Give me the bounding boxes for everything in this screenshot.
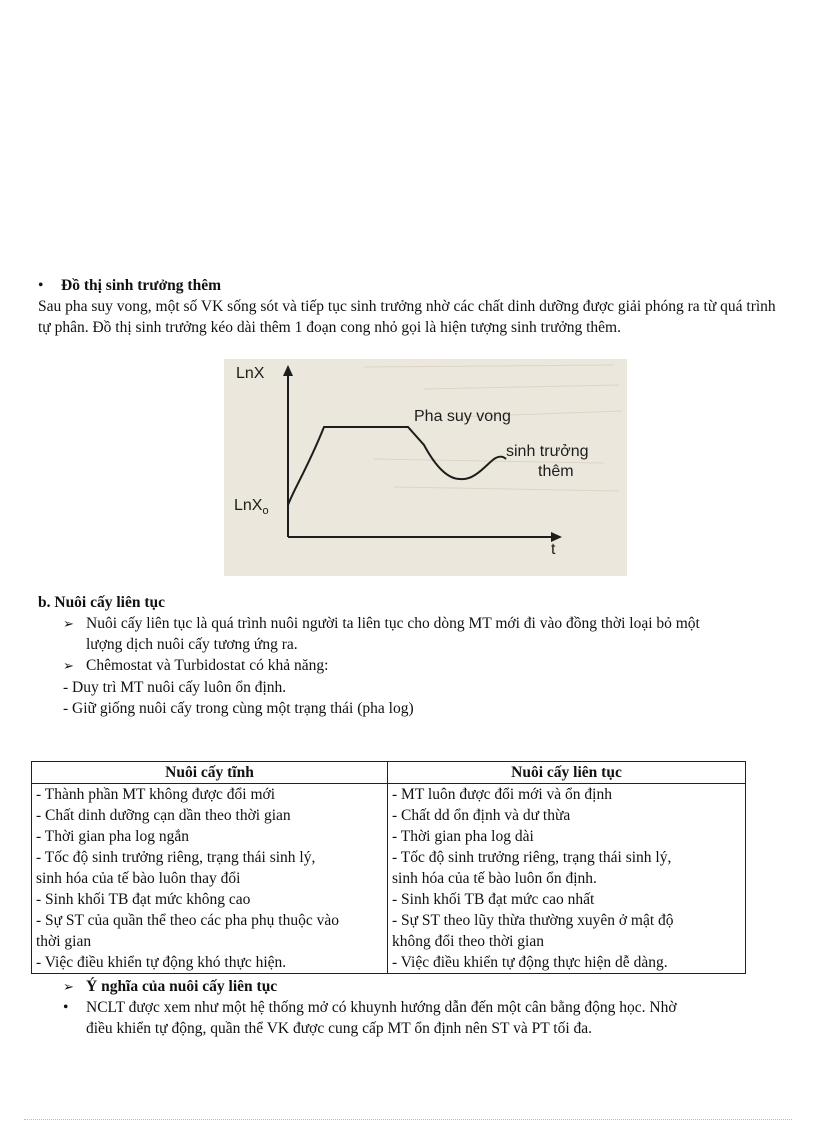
table-cell-line: - Sự ST của quần thể theo các pha phụ thuộc vào <box>36 912 339 929</box>
section-heading-meaning: Ý nghĩa của nuôi cấy liên tục <box>86 978 278 995</box>
section-heading-continuous: b. Nuôi cấy liên tục <box>38 594 166 611</box>
table-cell-line: thời gian <box>36 933 92 950</box>
y-axis-arrow-icon <box>283 365 293 376</box>
meaning-line1: NCLT được xem như một hệ thống mở có khuynh hướng dẫn đến một cân bằng động học. Nhờ <box>86 999 677 1016</box>
page-bottom-border <box>24 1119 792 1120</box>
extra-growth-label-line2: thêm <box>538 463 574 480</box>
continuous-def-line1: Nuôi cấy liên tục là quá trình nuôi người ta liên tục cho dòng MT mới đi vào đồng thời loại bỏ một <box>86 615 700 632</box>
table-header-row <box>32 762 746 784</box>
table-cell-line: - Chất dd ổn định và dư thừa <box>392 807 571 824</box>
y0-label: LnX$_o$ <box>234 497 269 518</box>
header-static-culture: Nuôi cấy tĩnh <box>32 762 388 784</box>
table-cell-line: - Việc điều khiển tự động thực hiện dễ dàng. <box>392 954 668 971</box>
chemostat-line: Chêmostat và Turbidostat có khả năng: <box>86 657 329 674</box>
continuous-culture-cell <box>388 784 746 974</box>
continuous-def-line2: lượng dịch nuôi cấy tương ứng ra. <box>86 636 298 653</box>
arrow-bullet-icon: ➢ <box>63 658 74 673</box>
table-cell-line: - Việc điều khiển tự động khó thực hiện. <box>36 954 287 971</box>
table-cell-line: - Tốc độ sinh trưởng riêng, trạng thái sinh lý, <box>36 849 316 866</box>
decline-phase-label: Pha suy vong <box>414 408 511 425</box>
meaning-line2: điều khiển tự động, quần thể VK được cung cấp MT ổn định nên ST và PT tối đa. <box>86 1020 593 1037</box>
growth-paragraph: Sau pha suy vong, một số VK sống sót và tiếp tục sinh trưởng nhờ các chất dinh dưỡng được giải phóng ra từ quá trình tự phân. Đồ thị sinh trưởng kéo dài thêm 1 đoạn cong nhỏ gọi là hiện tượng sinh trưởng thêm. <box>38 298 776 336</box>
static-culture-cell <box>32 784 388 974</box>
table-cell-line: sinh hóa của tế bào luôn ổn định. <box>392 870 597 887</box>
table-cell-line: - Sinh khối TB đạt mức không cao <box>36 891 251 908</box>
y-axis-label: LnX <box>236 365 265 382</box>
table-cell-line: không đổi theo thời gian <box>392 933 544 950</box>
sub-item-2: - Giữ giống nuôi cấy trong cùng một trạng thái (pha log) <box>63 700 414 717</box>
extra-growth-label-line1: sinh trưởng <box>506 443 589 460</box>
table-cell-line: - Chất dinh dưỡng cạn dần theo thời gian <box>36 807 291 824</box>
table-cell-line: sinh hóa của tế bào luôn thay đổi <box>36 870 241 887</box>
table-cell-line: - Thành phần MT không được đổi mới <box>36 786 276 803</box>
x-axis-label: t <box>551 541 556 558</box>
growth-curve-line <box>288 427 506 505</box>
growth-curve-figure <box>224 359 627 576</box>
table-cell-line: - Sinh khối TB đạt mức cao nhất <box>392 891 595 908</box>
table-cell-line: - Sự ST theo lũy thừa thường xuyên ở mật độ <box>392 912 674 929</box>
bullet-mark: • <box>38 277 44 294</box>
section-heading-growth: Đồ thị sinh trưởng thêm <box>61 277 221 294</box>
table-cell-line: - Tốc độ sinh trưởng riêng, trạng thái sinh lý, <box>392 849 672 866</box>
table-cell-line: - Thời gian pha log ngắn <box>36 828 189 845</box>
arrow-bullet-icon: ➢ <box>63 979 74 994</box>
bullet-mark: • <box>63 999 69 1016</box>
table-cell-line: - MT luôn được đổi mới và ổn định <box>392 786 612 803</box>
header-continuous-culture: Nuôi cấy liên tục <box>388 762 746 784</box>
table-row <box>32 784 746 974</box>
comparison-table <box>31 761 746 974</box>
sub-item-1: - Duy trì MT nuôi cấy luôn ổn định. <box>63 679 287 696</box>
table-cell-line: - Thời gian pha log dài <box>392 828 534 845</box>
arrow-bullet-icon: ➢ <box>63 616 74 631</box>
